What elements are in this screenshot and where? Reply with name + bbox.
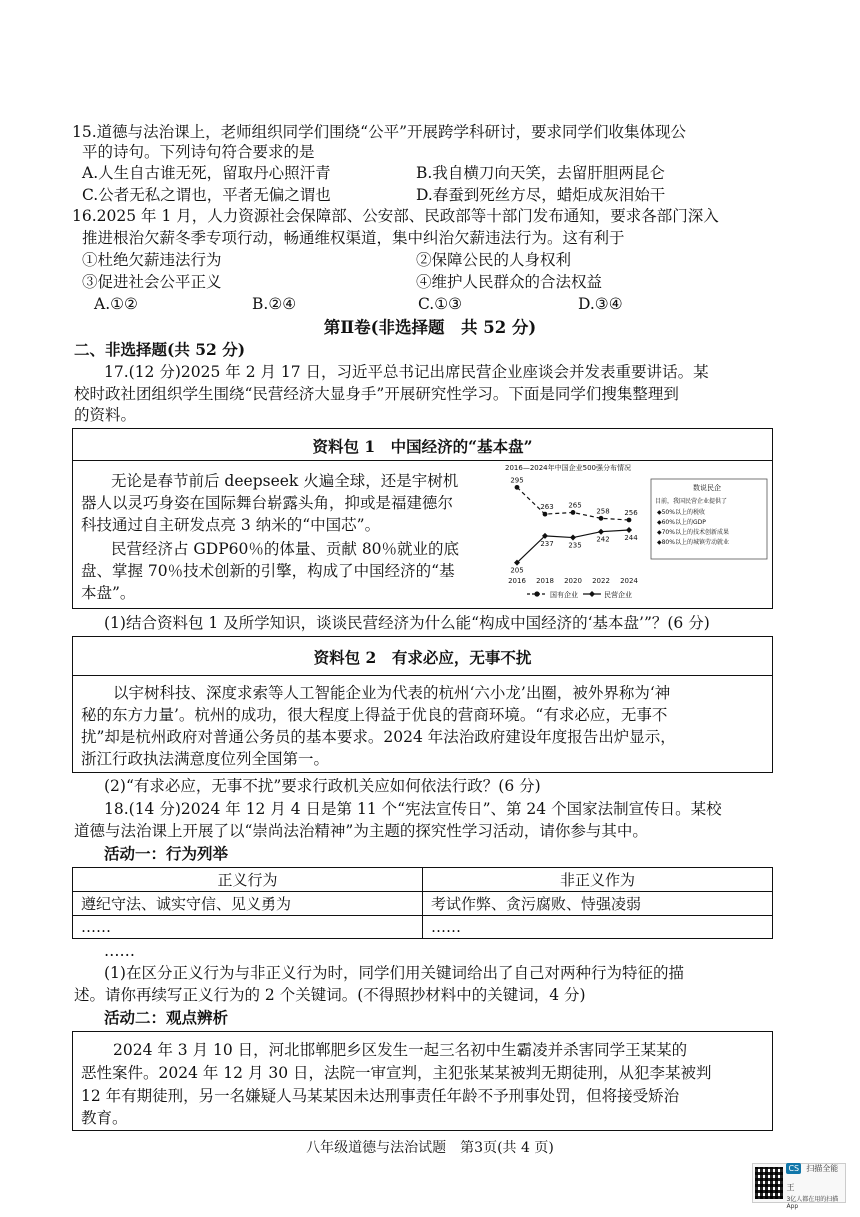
side-panel-lead: 目前，我国民营企业提供了 — [655, 498, 728, 505]
side-panel-bullet-2: ◆60%以上的GDP — [657, 519, 706, 526]
q17-intro-line3: 的资料。 — [74, 406, 137, 424]
scanner-stamp — [752, 1163, 846, 1210]
q17-sub1: (1)结合资料包 1 及所学知识，谈谈民营经济为什么能“构成中国经济的‘基本盘’”？(6 分) — [104, 614, 710, 632]
legend-marker-private — [589, 591, 595, 597]
point-state-2016 — [515, 485, 520, 490]
table-cell-just-1: 遵纪守法、诚实守信、见义勇为 — [73, 892, 423, 916]
scanner-brand: 扫描全能王 — [786, 1164, 839, 1192]
q16-item-1: ①杜绝欠薪违法行为 — [82, 251, 222, 269]
section2-heading: 二、非选择题(共 52 分) — [74, 340, 246, 359]
q16-option-a: A.①② — [94, 295, 138, 313]
point-state-2022 — [599, 516, 604, 521]
pack1-line5: 盘、掌握 70％技术创新的引擎，构成了中国经济的“基 — [81, 562, 455, 580]
point-state-2024 — [627, 518, 632, 523]
side-panel-bullet-4: ◆80%以上的城镇劳动就业 — [657, 539, 729, 546]
data-label-state-2022: 258 — [596, 507, 610, 516]
pack1-line6: 本盘”。 — [81, 584, 136, 602]
x-tick-label-2016: 2016 — [508, 577, 526, 585]
q17-sub2: (2)“有求必应，无事不扰”要求行政机关应如何依法行政？(6 分) — [104, 777, 541, 795]
q17-intro-line1: 17.(12 分)2025 年 2 月 17 日，习近平总书记出席民营企业座谈会并发表重要讲话。某 — [104, 363, 709, 381]
table-cell-just-2: …… — [73, 916, 423, 939]
data-label-private-2020: 235 — [568, 541, 582, 550]
x-tick-label-2018: 2018 — [536, 577, 554, 585]
q16-item-2: ②保障公民的人身权利 — [416, 251, 572, 269]
q16-item-4: ④维护人民群众的合法权益 — [416, 273, 603, 291]
pack2-line3: 扰”却是杭州政府对普通公务员的基本要求。2024 年法治政府建设年度报告出炉显示， — [81, 728, 676, 746]
chart-title: 2016—2024年中国企业500强分布情况 — [505, 464, 631, 472]
pack1-title: 资料包 1 中国经济的“基本盘” — [312, 437, 533, 456]
material-pack-1 — [72, 428, 773, 609]
pack2-line1: 以宇树科技、深度求索等人工智能企业为代表的杭州‘六小龙’出圈，被外界称为‘神 — [113, 684, 671, 702]
case-line4: 教育。 — [81, 1109, 128, 1127]
enterprise-500-chart — [501, 461, 771, 607]
activity2-heading: 活动二：观点辨析 — [104, 1008, 229, 1027]
camscanner-logo: CS — [788, 1164, 800, 1173]
legend-label-private: 民营企业 — [604, 591, 632, 599]
table-header-unjust: 非正义作为 — [423, 868, 773, 892]
table-cell-unjust-2: …… — [423, 916, 773, 939]
q16-option-b: B.②④ — [252, 295, 297, 313]
page-footer: 八年级道德与法治试题 第3页(共 4 页) — [306, 1140, 554, 1156]
pack2-line2: 秘的东方力量’。杭州的成功，很大程度上得益于优良的营商环境。“有求必应，无事不 — [81, 706, 668, 724]
side-panel-bullet-3: ◆70%以上的技术创新成果 — [657, 529, 729, 536]
qr-code-icon — [755, 1167, 783, 1199]
x-tick-label-2020: 2020 — [564, 577, 582, 585]
point-private-2020 — [570, 535, 576, 541]
pack1-line1: 无论是春节前后 deepseek 火遍全球，还是宇树机 — [111, 472, 459, 490]
x-tick-label-2024: 2024 — [620, 577, 638, 585]
point-private-2024 — [626, 527, 632, 533]
point-state-2018 — [543, 512, 548, 517]
data-label-state-2020: 265 — [568, 501, 582, 510]
case-line3: 12 年有期徒刑，另一名嫌疑人马某某因未达刑事责任年龄不予刑事处罚，但将接受矫治 — [81, 1087, 680, 1105]
table-row — [73, 892, 773, 916]
q15-stem-line2: 平的诗句。下列诗句符合要求的是 — [82, 143, 315, 161]
side-panel-bullet-1: ◆50%以上的税收 — [657, 509, 705, 516]
table-header-just: 正义行为 — [73, 868, 423, 892]
pack1-line3: 科技通过自主研发点亮 3 纳米的“中国芯”。 — [81, 516, 381, 534]
data-label-state-2018: 263 — [540, 503, 554, 512]
scanner-sub: 3亿人都在用的扫描App — [786, 1196, 839, 1210]
x-tick-label-2022: 2022 — [592, 577, 610, 585]
q15-option-c: C.公者无私之谓也，平者无偏之谓也 — [82, 186, 331, 204]
point-private-2022 — [598, 529, 604, 535]
data-label-state-2024: 256 — [624, 508, 638, 517]
material-pack-2 — [72, 636, 773, 773]
table-header-row — [73, 868, 773, 892]
q16-stem-line2: 推进根治欠薪冬季专项行动，畅通维权渠道，集中纠治欠薪违法行为。这有利于 — [82, 229, 625, 247]
table-cell-unjust-1: 考试作弊、贪污腐败、恃强凌弱 — [423, 892, 773, 916]
q15-option-d: D.春蚕到死丝方尽，蜡炬成灰泪始干 — [416, 186, 666, 204]
point-state-2020 — [571, 510, 576, 515]
after-table-ellipsis: …… — [104, 942, 135, 960]
q18-sub1-line2: 述。请你再续写正义行为的 2 个关键词。(不得照抄材料中的关键词，4 分) — [74, 986, 586, 1004]
data-label-private-2024: 244 — [624, 534, 638, 543]
data-label-private-2022: 242 — [596, 535, 610, 544]
chart-legend — [527, 590, 632, 599]
activity1-heading: 活动一：行为列举 — [104, 844, 229, 863]
legend-label-state: 国有企业 — [550, 591, 578, 599]
pack2-divider — [73, 675, 772, 676]
table-row — [73, 916, 773, 939]
chart-plot-area — [508, 476, 638, 585]
q18-intro-line1: 18.(14 分)2024 年 12 月 4 日是第 11 个“宪法宣传日”、第 24 个国家法制宣传日。某校 — [104, 800, 722, 818]
data-label-private-2018: 237 — [540, 539, 554, 548]
q15-stem-line1: 15.道德与法治课上，老师组织同学们围绕“公平”开展跨学科研讨，要求同学们收集体现公 — [72, 123, 687, 141]
pack1-line2: 器人以灵巧身姿在国际舞台崭露头角，抑或是福建德尔 — [81, 494, 454, 512]
pack2-line4: 浙江行政执法满意度位列全国第一。 — [81, 750, 330, 768]
case-line1: 2024 年 3 月 10 日，河北邯郸肥乡区发生一起三名初中生霸凌并杀害同学王某某的 — [113, 1041, 688, 1059]
q18-sub1-line1: (1)在区分正义行为与非正义行为时，同学们用关键词给出了自己对两种行为特征的描 — [104, 964, 684, 982]
q18-intro-line2: 道德与法治课上开展了以“崇尚法治精神”为主题的探究性学习活动，请你参与其中。 — [74, 822, 648, 840]
part2-title: 第Ⅱ卷(非选择题 共 52 分) — [323, 318, 537, 337]
q15-option-b: B.我自横刀向天笑，去留肝胆两昆仑 — [416, 164, 665, 182]
q16-stem-line1: 16.2025 年 1 月，人力资源社会保障部、公安部、民政部等十部门发布通知，要求各部门深入 — [72, 207, 719, 225]
q15-option-a: A.人生自古谁无死，留取丹心照汗青 — [82, 164, 331, 182]
case-line2: 恶性案件。2024 年 12 月 30 日，法院一审宣判，主犯张某某被判无期徒刑，从犯李某被判 — [81, 1064, 712, 1082]
q16-item-3: ③促进社会公平正义 — [82, 273, 222, 291]
pack2-title: 资料包 2 有求必应，无事不扰 — [313, 648, 532, 667]
q16-option-d: D.③④ — [578, 295, 623, 313]
q16-option-c: C.①③ — [418, 295, 463, 313]
data-label-private-2016: 205 — [510, 566, 524, 575]
behavior-table — [72, 867, 773, 939]
side-panel-title: 数说民企 — [693, 484, 721, 492]
pack1-line4: 民营经济占 GDP60％的体量、贡献 80％就业的底 — [111, 540, 460, 558]
q17-intro-line2: 校时政社团组织学生围绕“民营经济大显身手”开展研究性学习。下面是同学们搜集整理到 — [74, 385, 679, 403]
case-box — [72, 1031, 773, 1131]
data-label-state-2016: 295 — [510, 476, 524, 485]
legend-marker-state — [534, 591, 539, 596]
